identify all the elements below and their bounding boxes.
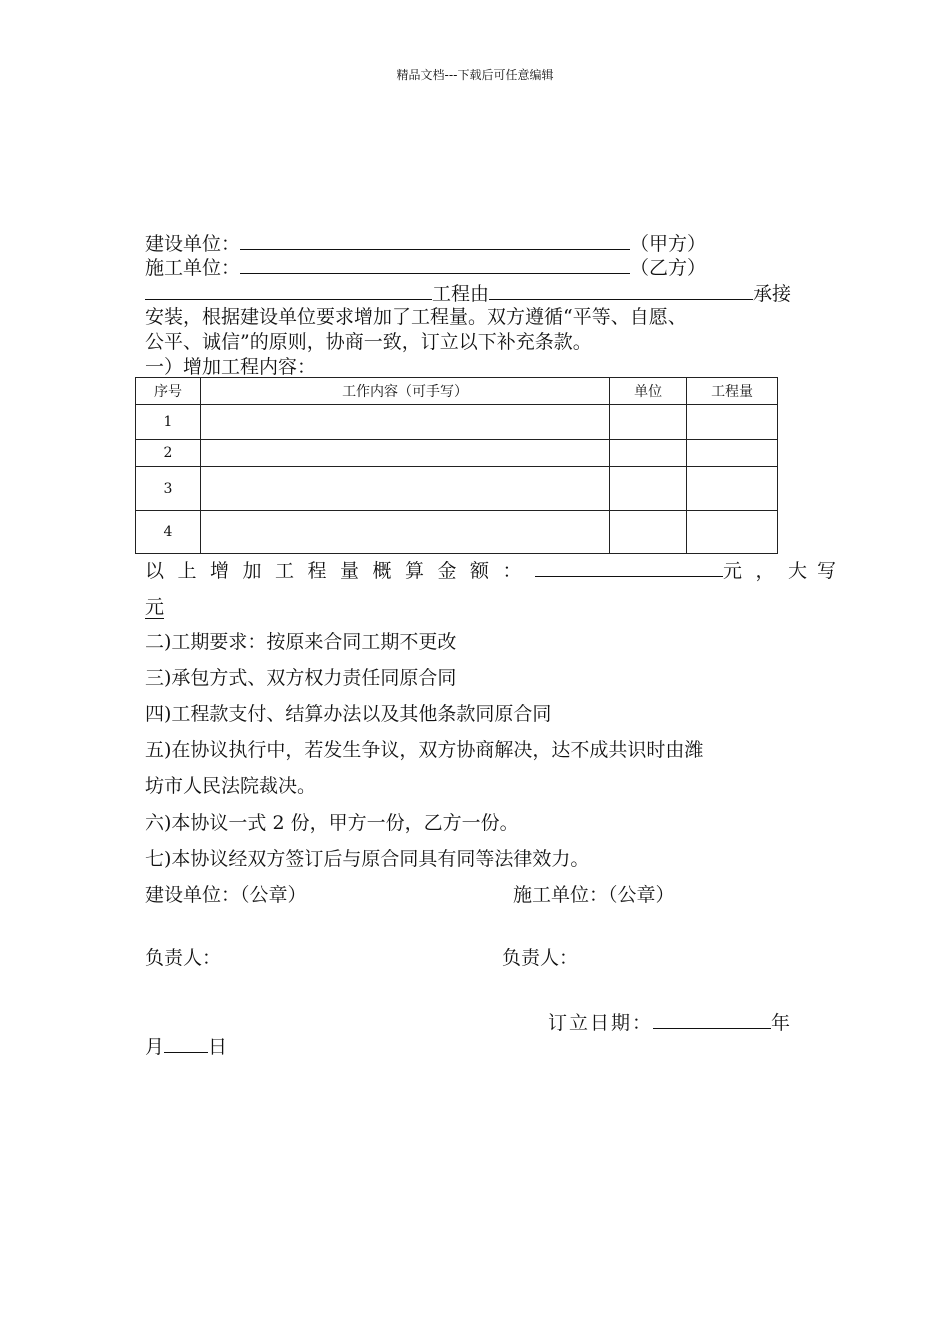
clause-4: 四)工程款支付、结算办法以及其他条款同原合同: [145, 703, 552, 725]
project-line: [145, 279, 791, 307]
clause-6: 六)本协议一式 2 份，甲方一份，乙方一份。: [145, 812, 519, 834]
estimate-capital-yuan[interactable]: 元: [145, 596, 165, 618]
project-end-text: 承接: [753, 283, 792, 305]
row-index: 1: [136, 405, 201, 440]
owner-name-field[interactable]: [240, 229, 630, 250]
quantity-cell[interactable]: [687, 467, 778, 511]
month-label: 月: [145, 1036, 165, 1058]
project-name-field[interactable]: [145, 279, 432, 300]
work-content-cell[interactable]: [200, 467, 609, 511]
day-label: 日: [208, 1036, 228, 1058]
clause-5: 五)在协议执行中，若发生争议，双方协商解决，达不成共识时由潍: [145, 739, 704, 761]
header-unit: 单位: [610, 378, 687, 405]
unit-cell[interactable]: [610, 405, 687, 440]
header-index: 序号: [136, 378, 201, 405]
work-content-cell[interactable]: [200, 511, 609, 554]
clause-3: 三)承包方式、双方权力责任同原合同: [145, 667, 457, 689]
work-content-cell[interactable]: [200, 440, 609, 467]
quantity-cell[interactable]: [687, 405, 778, 440]
estimate-label: 以上增加工程量概算金额：: [145, 560, 536, 582]
owner-seal: 建设单位：（公章）: [145, 884, 307, 906]
unit-cell[interactable]: [610, 440, 687, 467]
date-label: 订立日期：: [548, 1012, 654, 1034]
quantity-cell[interactable]: [687, 440, 778, 467]
contractor-suffix: （乙方）: [630, 257, 707, 279]
table-row: [136, 467, 778, 511]
intro-line-2: 安装，根据建设单位要求增加了工程量。双方遵循“平等、自愿、: [145, 306, 687, 328]
date-line-2: [145, 1032, 227, 1060]
owner-label: 建设单位：: [145, 233, 241, 255]
owner-person: 负责人：: [145, 947, 222, 969]
table-header-row: [136, 378, 778, 405]
clause-5-cont: 坊市人民法院裁决。: [145, 775, 317, 797]
estimate-line-2: [145, 594, 164, 620]
work-items-table: [135, 377, 778, 554]
quantity-cell[interactable]: [687, 511, 778, 554]
estimate-yuan: 元，: [723, 560, 789, 582]
year-label: 年: [771, 1012, 791, 1034]
installer-name-field[interactable]: [489, 279, 753, 300]
table-row: [136, 511, 778, 554]
contractor-name-field[interactable]: [240, 253, 630, 274]
header-work-content: 工作内容（可手写）: [200, 378, 609, 405]
clause-2: 二)工期要求：按原来合同工期不更改: [145, 631, 457, 653]
table-row: [136, 405, 778, 440]
row-index: 2: [136, 440, 201, 467]
clause-7: 七)本协议经双方签订后与原合同具有同等法律效力。: [145, 848, 590, 870]
estimate-line: [145, 556, 846, 584]
unit-cell[interactable]: [610, 511, 687, 554]
estimate-capital-label: 大写: [788, 560, 847, 582]
unit-cell[interactable]: [610, 467, 687, 511]
date-line: [548, 1008, 790, 1036]
row-index: 3: [136, 467, 201, 511]
contractor-label: 施工单位：: [145, 257, 241, 279]
contractor-seal: 施工单位：（公章）: [513, 884, 675, 906]
section1-title: 一）增加工程内容：: [145, 356, 317, 378]
contractor-line: [145, 253, 706, 281]
work-content-cell[interactable]: [200, 405, 609, 440]
contractor-person: 负责人：: [502, 947, 579, 969]
table-row: [136, 440, 778, 467]
date-month-field[interactable]: [164, 1032, 208, 1053]
project-mid-text: 工程由: [432, 283, 490, 305]
estimate-amount-field[interactable]: [535, 556, 723, 577]
header-note: 精品文档---下载后可任意编辑: [396, 68, 554, 82]
date-year-field[interactable]: [653, 1008, 771, 1029]
row-index: 4: [136, 511, 201, 554]
intro-line-3: 公平、诚信”的原则，协商一致，订立以下补充条款。: [145, 331, 592, 353]
owner-suffix: （甲方）: [630, 233, 707, 255]
header-quantity: 工程量: [687, 378, 778, 405]
